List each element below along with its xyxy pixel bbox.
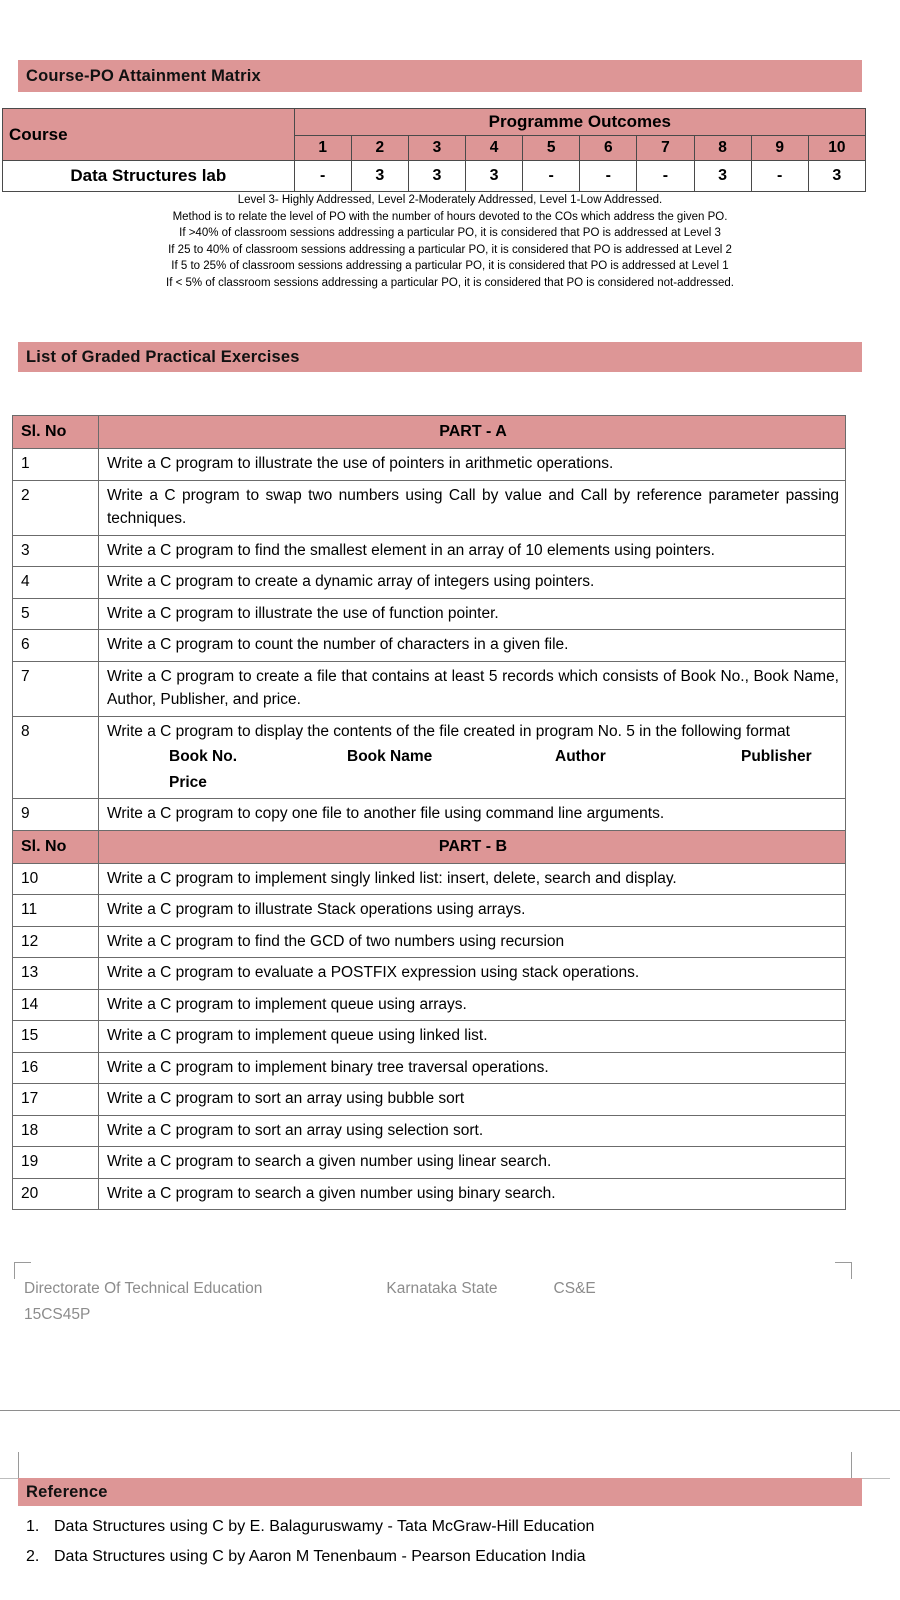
format-col-price: Price (169, 773, 207, 791)
matrix-value-po6: - (580, 161, 637, 192)
po-number-4: 4 (466, 136, 523, 161)
exercise-sl: 18 (13, 1115, 99, 1147)
exercise-sl: 2 (13, 480, 99, 535)
exercise-text: Write a C program to implement singly linked list: insert, delete, search and display. (99, 863, 846, 895)
exercise-sl: 19 (13, 1147, 99, 1179)
part-b-header: PART - B (99, 830, 846, 863)
exercise-sl: 4 (13, 567, 99, 599)
exercise-sl: 9 (13, 799, 99, 831)
table-row (3, 161, 866, 192)
exercise-sl: 6 (13, 630, 99, 662)
exercise-text: Write a C program to sort an array using bubble sort (99, 1084, 846, 1116)
table-row (13, 1178, 846, 1210)
exercise-sl: 5 (13, 598, 99, 630)
po-number-7: 7 (637, 136, 694, 161)
section-band-reference (18, 1478, 862, 1506)
sl-no-header-b: Sl. No (13, 830, 99, 863)
reference-number: 1. (26, 1518, 40, 1535)
matrix-value-po9: - (751, 161, 808, 192)
matrix-value-po3: 3 (408, 161, 465, 192)
exercise-sl: 14 (13, 989, 99, 1021)
footer-line-primary (24, 1280, 596, 1298)
section-band-matrix (18, 60, 862, 92)
course-po-matrix-table (2, 108, 866, 192)
matrix-note-4: If 25 to 40% of classroom sessions addressing a particular PO, it is considered that PO is addressed at Level 2 (168, 243, 732, 256)
matrix-value-po10: 3 (808, 161, 865, 192)
table-row (13, 661, 846, 716)
table-row (13, 1052, 846, 1084)
table-row (13, 449, 846, 481)
table-row (13, 716, 846, 799)
format-col-book-name: Book Name (347, 748, 433, 765)
reference-text: Data Structures using C by E. Balaguruswamy - Tata McGraw-Hill Education (54, 1518, 595, 1535)
matrix-course-header: Course (3, 109, 295, 161)
exercise-text: Write a C program to implement queue using linked list. (99, 1021, 846, 1053)
header-mark-left (18, 1452, 19, 1478)
exercise-sl: 17 (13, 1084, 99, 1116)
po-number-10: 10 (808, 136, 865, 161)
exercise-sl: 20 (13, 1178, 99, 1210)
exercise-sl: 15 (13, 1021, 99, 1053)
matrix-po-header: Programme Outcomes (294, 109, 865, 136)
table-row (13, 567, 846, 599)
exercise-text: Write a C program to illustrate the use of function pointer. (99, 598, 846, 630)
reference-text: Data Structures using C by Aaron M Tenenbaum - Pearson Education India (54, 1548, 586, 1565)
section-band-exercises (18, 342, 862, 372)
exercise-text-8 (99, 716, 846, 799)
exercise-text: Write a C program to find the GCD of two numbers using recursion (99, 926, 846, 958)
matrix-value-po7: - (637, 161, 694, 192)
po-number-2: 2 (351, 136, 408, 161)
graded-exercises-table (12, 415, 846, 1210)
exercise-sl: 7 (13, 661, 99, 716)
table-row (13, 958, 846, 990)
exercise-text: Write a C program to copy one file to another file using command line arguments. (99, 799, 846, 831)
exercise-text: Write a C program to implement queue using arrays. (99, 989, 846, 1021)
table-row (13, 535, 846, 567)
table-row (13, 480, 846, 535)
footer-corner-top-right (835, 1262, 852, 1279)
footer-state: Karnataka State (386, 1280, 498, 1297)
matrix-value-po5: - (523, 161, 580, 192)
po-number-6: 6 (580, 136, 637, 161)
exercise-sl: 3 (13, 535, 99, 567)
table-row (13, 799, 846, 831)
po-number-5: 5 (523, 136, 580, 161)
format-col-author: Author (555, 748, 606, 765)
exercise-text: Write a C program to search a given number using linear search. (99, 1147, 846, 1179)
reference-number: 2. (26, 1548, 40, 1565)
exercise-text: Write a C program to illustrate the use of pointers in arithmetic operations. (99, 449, 846, 481)
section-title-reference: Reference (26, 1482, 108, 1501)
exercise-text: Write a C program to create a file that contains at least 5 records which consists of Book No., Book Name, Author, Publisher, and price. (99, 661, 846, 716)
list-item (26, 1542, 866, 1572)
footer-corner-top-left (14, 1262, 31, 1279)
exercise-text: Write a C program to count the number of characters in a given file. (99, 630, 846, 662)
part-a-header: PART - A (99, 416, 846, 449)
section-title-exercises: List of Graded Practical Exercises (26, 347, 300, 366)
table-row (13, 1084, 846, 1116)
table-row (13, 630, 846, 662)
exercise-text: Write a C program to sort an array using selection sort. (99, 1115, 846, 1147)
matrix-value-po2: 3 (351, 161, 408, 192)
matrix-notes (0, 192, 900, 291)
exercise-sl: 8 (13, 716, 99, 799)
exercise-sl: 10 (13, 863, 99, 895)
exercise-text: Write a C program to find the smallest element in an array of 10 elements using pointers. (99, 535, 846, 567)
matrix-note-6: If < 5% of classroom sessions addressing a particular PO, it is considered that PO is considered not-addressed. (166, 276, 734, 289)
footer-department: CS&E (553, 1280, 596, 1297)
exercise-8-intro: Write a C program to display the contents of the file created in program No. 5 in the following format (107, 722, 790, 740)
table-row (13, 895, 846, 927)
exercise-8-format-columns (169, 745, 839, 769)
header-rule-left (0, 1478, 18, 1479)
exercise-text: Write a C program to create a dynamic array of integers using pointers. (99, 567, 846, 599)
table-row (13, 598, 846, 630)
matrix-value-po1: - (294, 161, 351, 192)
footer-course-code: 15CS45P (24, 1306, 91, 1323)
table-header-row-part-b (13, 830, 846, 863)
po-number-3: 3 (408, 136, 465, 161)
table-row (13, 863, 846, 895)
table-row (13, 1021, 846, 1053)
po-number-8: 8 (694, 136, 751, 161)
footer-organization: Directorate Of Technical Education (24, 1280, 263, 1297)
exercise-sl: 13 (13, 958, 99, 990)
exercise-sl: 12 (13, 926, 99, 958)
exercise-sl: 16 (13, 1052, 99, 1084)
matrix-value-po8: 3 (694, 161, 751, 192)
header-mark-right (851, 1452, 852, 1478)
matrix-note-1: Level 3- Highly Addressed, Level 2-Moderately Addressed, Level 1-Low Addressed. (237, 194, 663, 206)
reference-list (26, 1512, 866, 1572)
matrix-note-2: Method is to relate the level of PO with the number of hours devoted to the COs which address the given PO. (172, 210, 728, 223)
exercise-text: Write a C program to illustrate Stack operations using arrays. (99, 895, 846, 927)
page-break-divider (0, 1410, 900, 1411)
format-col-publisher: Publisher (741, 748, 812, 765)
exercise-text: Write a C program to implement binary tree traversal operations. (99, 1052, 846, 1084)
matrix-value-po4: 3 (466, 161, 523, 192)
matrix-note-5: If 5 to 25% of classroom sessions addressing a particular PO, it is considered that PO is addressed at Level 1 (171, 260, 729, 272)
table-row (13, 926, 846, 958)
exercise-text: Write a C program to search a given number using binary search. (99, 1178, 846, 1210)
po-number-9: 9 (751, 136, 808, 161)
table-row (13, 989, 846, 1021)
exercise-text: Write a C program to swap two numbers using Call by value and Call by reference parameter passing techniques. (99, 480, 846, 535)
list-item (26, 1512, 866, 1542)
table-row (13, 1147, 846, 1179)
table-header-row-part-a (13, 416, 846, 449)
matrix-note-3: If >40% of classroom sessions addressing a particular PO, it is considered that PO is addressed at Level 3 (179, 227, 721, 239)
page-footer (14, 1262, 852, 1340)
exercise-text: Write a C program to evaluate a POSTFIX expression using stack operations. (99, 958, 846, 990)
sl-no-header-a: Sl. No (13, 416, 99, 449)
table-row (13, 1115, 846, 1147)
page-header-box (18, 1452, 852, 1480)
po-number-1: 1 (294, 136, 351, 161)
exercise-sl: 11 (13, 895, 99, 927)
matrix-course-name: Data Structures lab (3, 161, 295, 192)
table-row (3, 109, 866, 136)
section-title-matrix: Course-PO Attainment Matrix (26, 66, 261, 85)
format-col-book-no: Book No. (169, 748, 238, 765)
exercise-sl: 1 (13, 449, 99, 481)
